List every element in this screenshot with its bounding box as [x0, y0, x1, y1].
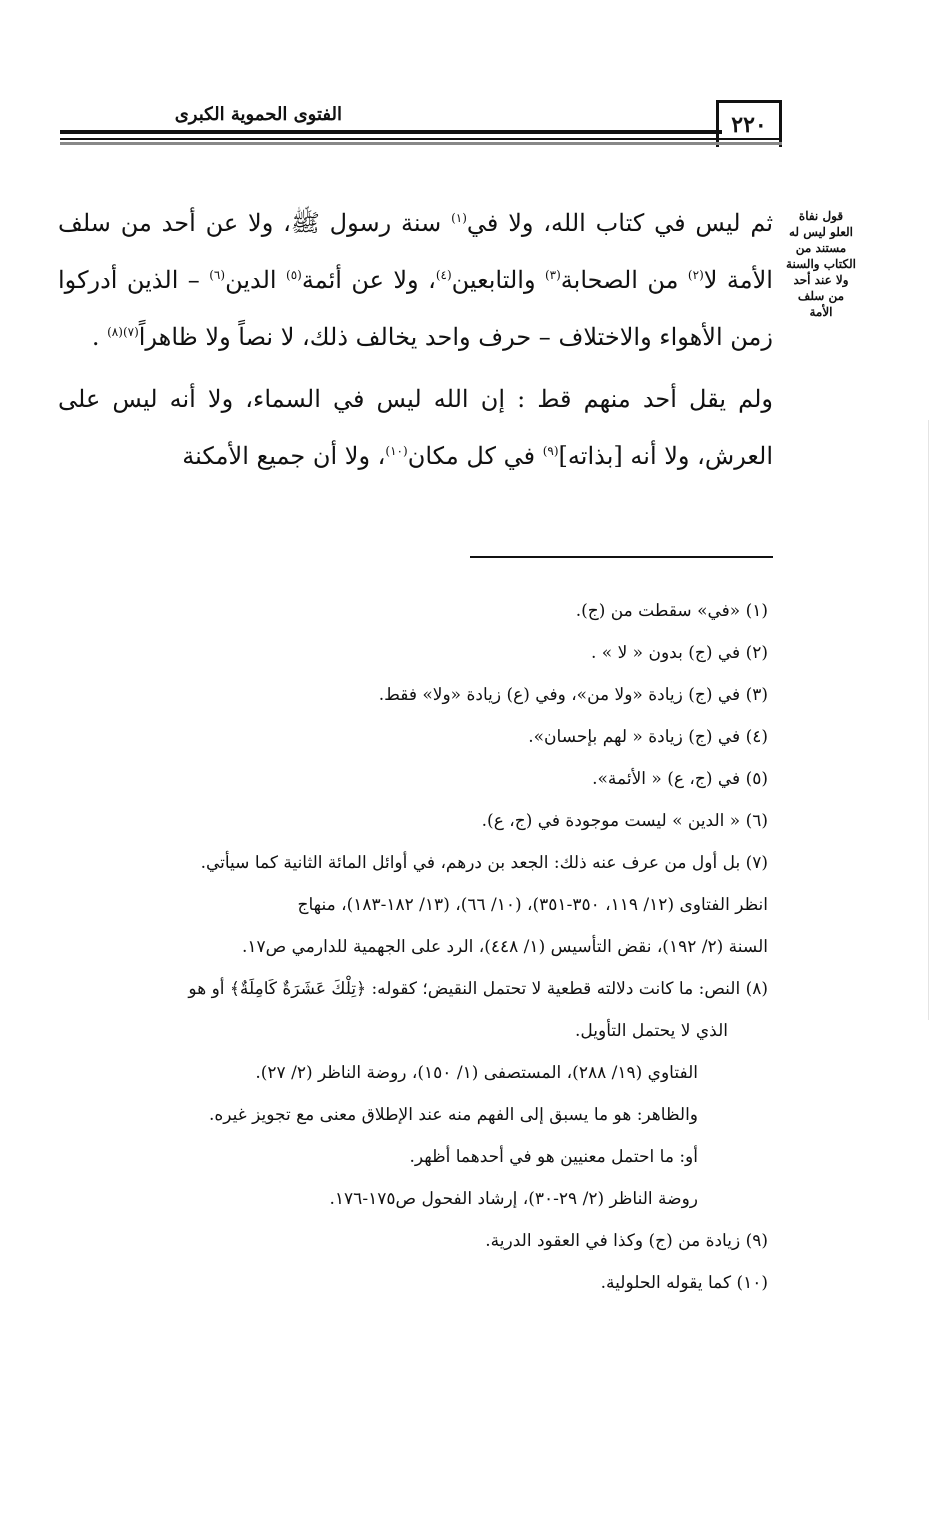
footnote-ref: (٧) [122, 325, 139, 339]
footnote-ref: (٤) [435, 268, 452, 282]
margin-note: قول نفاة العلو ليس له مستند من الكتاب والسنة ولا عند أحد من سلف الأمة [786, 209, 856, 319]
footnote-3: (٣) في (ج) زيادة «ولا من»، وفي (ع) زيادة «ولا» فقط. [378, 685, 768, 705]
paragraph-2: ولم يقل أحد منهم قط : إن الله ليس في السماء، ولا أنه ليس على العرش، ولا أنه [بذاته]$^{(٩)}$ في كل مكان$^{(١٠)}$، ولا أن جميع الأمكنة [58, 385, 773, 470]
footnote-8-cont: والظاهر: هو ما يسبق إلى الفهم منه عند الإطلاق معنى مع تجويز غيره. [208, 1105, 698, 1125]
header-rule-grey [60, 142, 782, 145]
footnote-5: (٥) في (ج، ع) « الأئمة». [592, 769, 768, 789]
header-rule-thin [60, 138, 782, 140]
footnote-7-cont: انظر الفتاوى (١٢/ ١١٩، ٣٥٠-٣٥١)، (١٠/ ٦٦)، (١٣/ ١٨٢-١٨٣)، منهاج [297, 895, 768, 915]
paragraph-1: ثم ليس في كتاب الله، ولا في$^{(١)}$ سنة رسول ﷺ، ولا عن أحد من سلف الأمة لا$^{(٢)}$ من الصحابة$^{(٣)}$ والتابعين$^{(٤)}$، ولا عن أئمة$^{(٥)}$ الدين$^{(٦)}$ – الذين أدركوا زمن الأهواء والاختلاف – حرف واحد يخالف ذلك، لا نصاً ولا ظاهراً$^{(٧)(٨)}$ . [58, 209, 773, 351]
page-header [60, 100, 782, 148]
footnote-10: (١٠) كما يقوله الحلولية. [600, 1273, 768, 1293]
footnote-2: (٢) في (ج) بدون « لا » . [590, 643, 768, 663]
footnote-8-cont: الذي لا يحتمل التأويل. [574, 1021, 728, 1041]
footnote-ref: (٦) [209, 268, 226, 282]
page-number: ٢٢٠ [716, 100, 782, 147]
header-rule-thick [60, 130, 722, 134]
footnote-8-cont: روضة الناظر (٢/ ٢٩-٣٠)، إرشاد الفحول ص١٧٥-١٧٦. [329, 1189, 698, 1209]
footnote-4: (٤) في (ج) زيادة « لهم بإحسان». [528, 727, 768, 747]
footnote-8: (٨) النص: ما كانت دلالته قطعية لا تحتمل النقيض؛ كقوله: ﴿تِلْكَ عَشَرَةٌ كَامِلَةٌ﴾ أو هو [188, 979, 768, 999]
footnote-1: (١) «في» سقطت من (ج). [575, 601, 768, 621]
footnote-6: (٦) « الدين » ليست موجودة في (ج، ع). [481, 811, 768, 831]
footnote-ref: (٢) [687, 268, 704, 282]
footnote-8-cont: الفتاوي (١٩/ ٢٨٨)، المستصفى (١/ ١٥٠)، روضة الناظر (٢/ ٢٧). [255, 1063, 698, 1083]
footnotes [58, 590, 768, 1304]
footnote-ref: (٩) [542, 444, 559, 458]
footnote-separator [470, 556, 773, 558]
running-title: الفتوى الحموية الكبرى [174, 104, 342, 125]
scan-edge-line [928, 420, 929, 1020]
footnote-ref: (٥) [286, 268, 302, 282]
main-text [58, 192, 773, 492]
footnote-ref: (٣) [544, 268, 561, 282]
footnote-ref: (١٠) [385, 444, 408, 458]
footnote-7-cont: السنة (٢/ ١٩٢)، نقض التأسيس (١/ ٤٤٨)، الرد على الجهمية للدارمي ص١٧. [241, 937, 768, 957]
footnote-ref: (٨) [107, 325, 123, 339]
footnote-7: (٧) بل أول من عرف عنه ذلك: الجعد بن درهم، في أوائل المائة الثانية كما سيأتي. [200, 853, 768, 873]
footnote-8-cont: أو: ما احتمل معنيين هو في أحدهما أظهر. [409, 1147, 698, 1167]
footnote-9: (٩) زيادة من (ج) وكذا في العقود الدرية. [485, 1231, 768, 1251]
footnote-ref: (١) [451, 211, 467, 225]
